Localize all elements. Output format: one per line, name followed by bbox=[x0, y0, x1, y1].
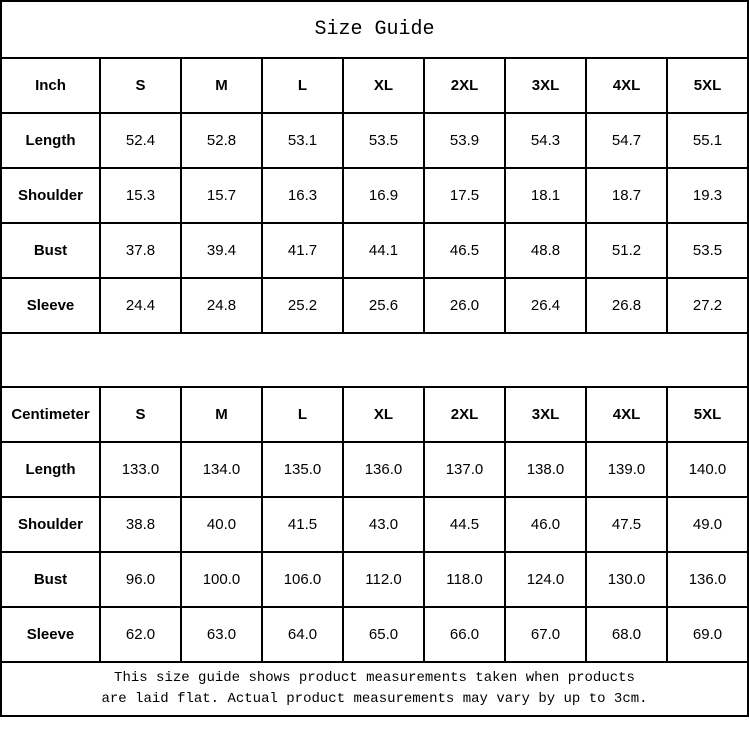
table-row bbox=[1, 552, 748, 607]
size-value: 106.0 bbox=[262, 552, 343, 607]
size-value: 112.0 bbox=[343, 552, 424, 607]
size-column-header: 2XL bbox=[424, 58, 505, 113]
size-value: 17.5 bbox=[424, 168, 505, 223]
header-row bbox=[1, 387, 748, 442]
size-value: 64.0 bbox=[262, 607, 343, 662]
size-value: 16.9 bbox=[343, 168, 424, 223]
size-value: 19.3 bbox=[667, 168, 748, 223]
size-value: 133.0 bbox=[100, 442, 181, 497]
size-column-header: 4XL bbox=[586, 58, 667, 113]
unit-header: Centimeter bbox=[1, 387, 100, 442]
size-value: 53.5 bbox=[667, 223, 748, 278]
size-value: 27.2 bbox=[667, 278, 748, 333]
size-value: 139.0 bbox=[586, 442, 667, 497]
size-value: 15.3 bbox=[100, 168, 181, 223]
size-value: 138.0 bbox=[505, 442, 586, 497]
size-value: 69.0 bbox=[667, 607, 748, 662]
size-value: 38.8 bbox=[100, 497, 181, 552]
size-value: 53.1 bbox=[262, 113, 343, 168]
size-value: 52.4 bbox=[100, 113, 181, 168]
table-row bbox=[1, 497, 748, 552]
size-value: 140.0 bbox=[667, 442, 748, 497]
size-value: 137.0 bbox=[424, 442, 505, 497]
measurement-label: Length bbox=[1, 113, 100, 168]
size-value: 43.0 bbox=[343, 497, 424, 552]
size-column-header: 2XL bbox=[424, 387, 505, 442]
size-value: 15.7 bbox=[181, 168, 262, 223]
size-value: 136.0 bbox=[343, 442, 424, 497]
measurement-label: Sleeve bbox=[1, 607, 100, 662]
size-column-header: L bbox=[262, 387, 343, 442]
size-value: 39.4 bbox=[181, 223, 262, 278]
size-value: 46.0 bbox=[505, 497, 586, 552]
size-value: 26.0 bbox=[424, 278, 505, 333]
measurement-label: Bust bbox=[1, 552, 100, 607]
size-value: 44.1 bbox=[343, 223, 424, 278]
size-value: 63.0 bbox=[181, 607, 262, 662]
size-value: 26.4 bbox=[505, 278, 586, 333]
size-value: 52.8 bbox=[181, 113, 262, 168]
size-value: 25.6 bbox=[343, 278, 424, 333]
size-column-header: 5XL bbox=[667, 387, 748, 442]
header-row bbox=[1, 58, 748, 113]
size-value: 16.3 bbox=[262, 168, 343, 223]
size-value: 66.0 bbox=[424, 607, 505, 662]
size-value: 134.0 bbox=[181, 442, 262, 497]
size-column-header: 4XL bbox=[586, 387, 667, 442]
footer-note-line2: are laid flat. Actual product measurements may vary by up to 3cm. bbox=[101, 691, 648, 707]
table-row bbox=[1, 278, 748, 333]
title-box bbox=[0, 0, 749, 57]
table-gap-spacer bbox=[0, 334, 749, 386]
size-column-header: XL bbox=[343, 387, 424, 442]
size-value: 54.7 bbox=[586, 113, 667, 168]
size-value: 135.0 bbox=[262, 442, 343, 497]
size-column-header: 3XL bbox=[505, 387, 586, 442]
size-value: 41.7 bbox=[262, 223, 343, 278]
size-column-header: M bbox=[181, 387, 262, 442]
size-column-header: XL bbox=[343, 58, 424, 113]
size-value: 46.5 bbox=[424, 223, 505, 278]
size-value: 51.2 bbox=[586, 223, 667, 278]
measurement-label: Shoulder bbox=[1, 168, 100, 223]
page-title: Size Guide bbox=[314, 18, 435, 41]
size-value: 18.1 bbox=[505, 168, 586, 223]
table-row bbox=[1, 442, 748, 497]
size-column-header: M bbox=[181, 58, 262, 113]
measurement-label: Shoulder bbox=[1, 497, 100, 552]
size-value: 48.8 bbox=[505, 223, 586, 278]
size-column-header: L bbox=[262, 58, 343, 113]
size-value: 53.5 bbox=[343, 113, 424, 168]
size-value: 44.5 bbox=[424, 497, 505, 552]
size-value: 118.0 bbox=[424, 552, 505, 607]
size-value: 40.0 bbox=[181, 497, 262, 552]
size-value: 68.0 bbox=[586, 607, 667, 662]
size-value: 100.0 bbox=[181, 552, 262, 607]
size-value: 25.2 bbox=[262, 278, 343, 333]
size-value: 53.9 bbox=[424, 113, 505, 168]
size-value: 65.0 bbox=[343, 607, 424, 662]
size-value: 37.8 bbox=[100, 223, 181, 278]
size-value: 54.3 bbox=[505, 113, 586, 168]
unit-header: Inch bbox=[1, 58, 100, 113]
measurement-label: Sleeve bbox=[1, 278, 100, 333]
footer-note bbox=[0, 663, 749, 717]
size-value: 26.8 bbox=[586, 278, 667, 333]
size-value: 24.8 bbox=[181, 278, 262, 333]
size-column-header: S bbox=[100, 58, 181, 113]
size-value: 41.5 bbox=[262, 497, 343, 552]
table-row bbox=[1, 113, 748, 168]
size-value: 49.0 bbox=[667, 497, 748, 552]
size-value: 96.0 bbox=[100, 552, 181, 607]
size-value: 67.0 bbox=[505, 607, 586, 662]
size-value: 124.0 bbox=[505, 552, 586, 607]
table-row bbox=[1, 607, 748, 662]
size-column-header: S bbox=[100, 387, 181, 442]
size-value: 62.0 bbox=[100, 607, 181, 662]
size-value: 130.0 bbox=[586, 552, 667, 607]
size-table-centimeter bbox=[0, 386, 749, 663]
measurement-label: Bust bbox=[1, 223, 100, 278]
table-row bbox=[1, 168, 748, 223]
size-value: 136.0 bbox=[667, 552, 748, 607]
size-value: 18.7 bbox=[586, 168, 667, 223]
footer-note-line1: This size guide shows product measurements taken when products bbox=[114, 670, 635, 686]
measurement-label: Length bbox=[1, 442, 100, 497]
size-value: 24.4 bbox=[100, 278, 181, 333]
size-value: 55.1 bbox=[667, 113, 748, 168]
table-row bbox=[1, 223, 748, 278]
size-table-inch bbox=[0, 57, 749, 334]
size-column-header: 3XL bbox=[505, 58, 586, 113]
size-column-header: 5XL bbox=[667, 58, 748, 113]
size-value: 47.5 bbox=[586, 497, 667, 552]
